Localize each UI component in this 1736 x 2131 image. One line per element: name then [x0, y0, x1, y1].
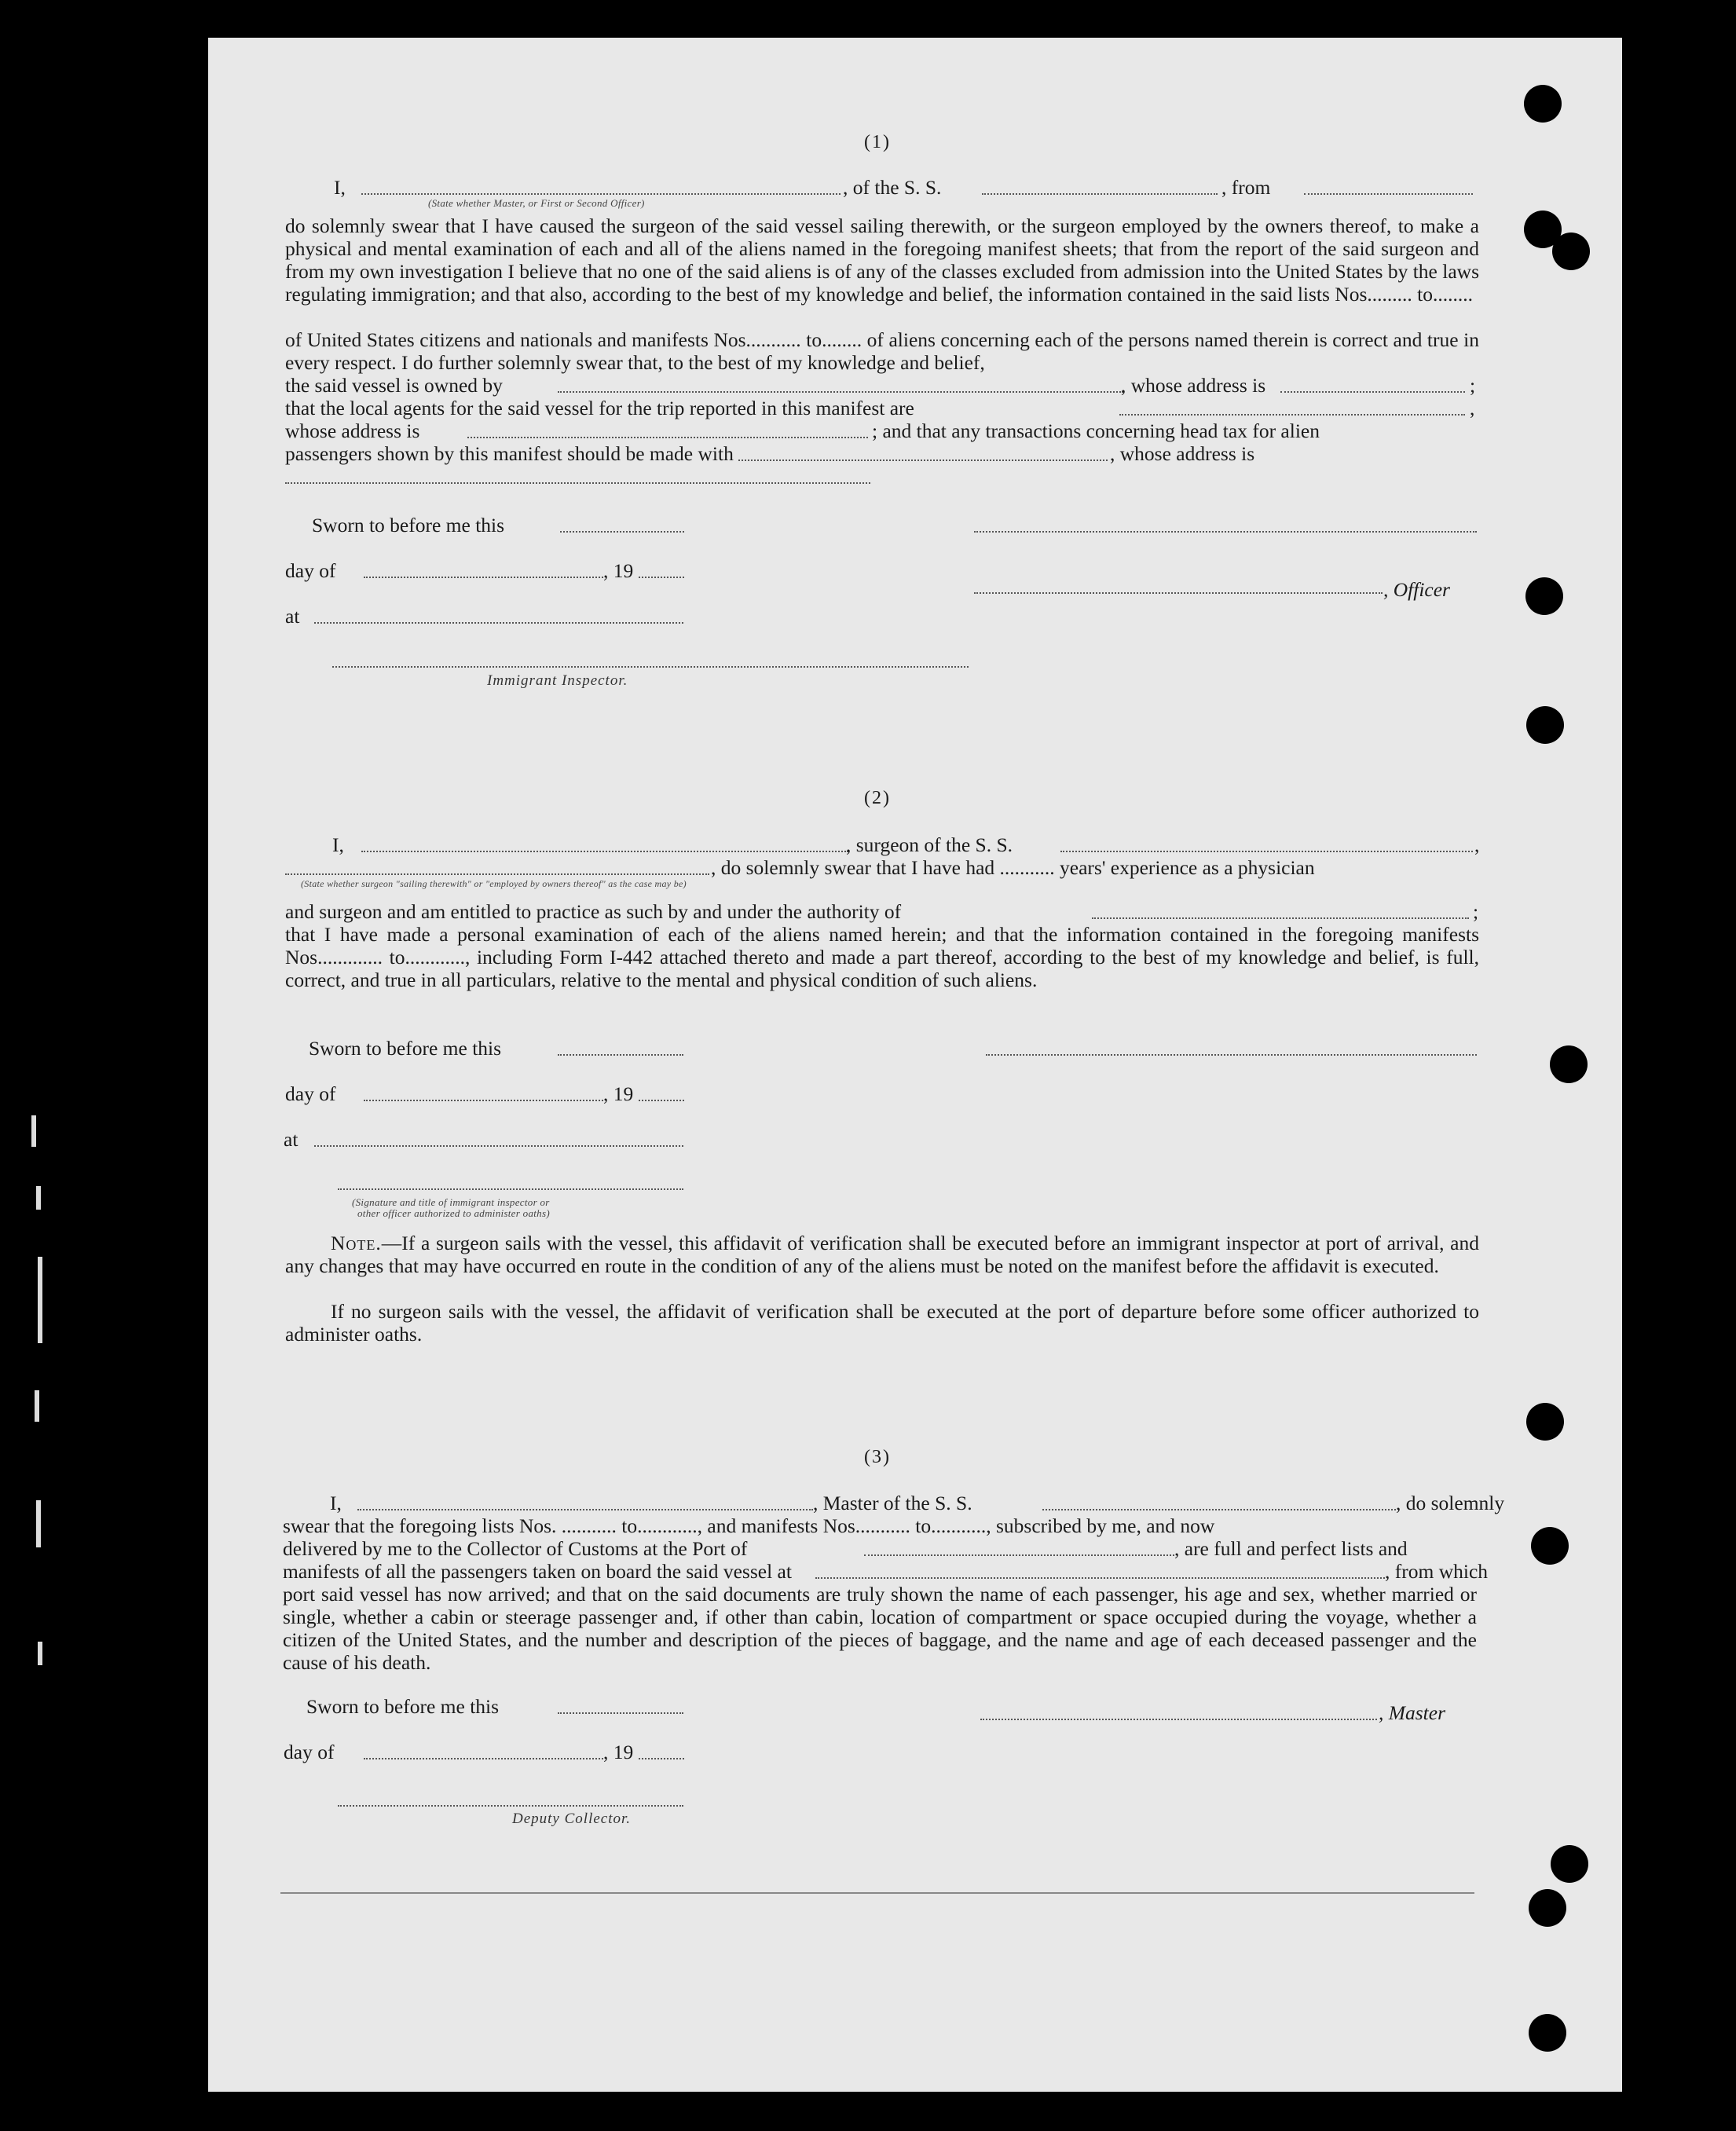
- s3-master-name-field[interactable]: [357, 1509, 813, 1510]
- s3-port-field[interactable]: [864, 1554, 1174, 1556]
- punch-hole: [1550, 1045, 1588, 1083]
- punch-hole: [1526, 706, 1564, 744]
- s2-note-2: If no surgeon sails with the vessel, the affidavit of verification shall be executed at the port of departure before some officer authorized to administer oaths.: [285, 1300, 1479, 1346]
- s3-solemnly-label: , do solemnly: [1396, 1492, 1505, 1514]
- s2-sworn-day-field[interactable]: [558, 1054, 683, 1056]
- punch-hole: [1552, 233, 1590, 270]
- s1-owned-label: the said vessel is owned by: [285, 374, 503, 397]
- s1-year-label: , 19: [603, 559, 634, 582]
- punch-hole: [1551, 1845, 1588, 1883]
- s2-note-text: —If a surgeon sails with the vessel, this affidavit of verification shall be executed before an immigrant inspector at port of arrival, and any changes that may have occurred en route in the condition of any of the aliens must be noted on the manifest before the affidavit is executed.: [285, 1232, 1479, 1277]
- s2-surgeon-label: , surgeon of the S. S.: [846, 833, 1013, 856]
- punch-hole: [1529, 2014, 1566, 2052]
- s2-day-label: day of: [285, 1082, 336, 1105]
- s2-note-label: Note.: [331, 1232, 382, 1254]
- form-page: (1) I, , of the S. S. , from (State whether Master, or First or Second Officer) do solemnly swear that I have caused the surgeon of the said vessel sailing therewith, or the surgeon employed by the owners thereof, to make a physical and mental examination of each and all of the aliens named in the foregoing manifest sheets; that from the report of the said surgeon and from my own investigation I believe that no one of the said aliens is of any of the classes excluded from admission into the United States by the laws regulating immigration; and that also, according to the best of my knowledge and belief, the information contained in the said lists Nos......... to........ of United States citizens and nationals and manifests Nos........... to........ of aliens concerning each of the persons named therein is correct and true in every respect. I do further solemnly swear that, to the best of my knowledge and belief, the said vessel is owned by , whose address is ; that the local agents for the said vessel for the trip reported in this manifest are , whose address is ; and that any transactions concerning head tax for alien passengers shown by this manifest should be made with , whose address is Sworn to before me this day of , 19 , Officer at Immigrant Inspector. (2) I, , surgeon of the S. S. , , do solemnly swear that I have had ........... years' experience as a physician (State whether surgeon "sailing therewith" or "employed by owners thereof" as the case may be) and surgeon and am entitled to practice as such by and under the authority of ; that I have made a personal examination of each of the aliens named herein; and that the information contained in the foregoing manifests Nos............. to............, including Form I-442 attached thereto and made a part thereof, according to the best of my knowledge and belief, is full, correct, and true in all particulars, relative to the mental and physical condition of such aliens. Sworn to before me this day of , 19 at (Signature and title of immigrant inspector or other officer authorized to administer oaths) Note.—If a surgeon sails with the vessel, this affidavit of verification shall be executed before an immigrant inspector at port of arrival, and any changes that may have occurred en route in the condition of any of the aliens must be noted on the manifest before the affidavit is executed. If no surgeon sails with the vessel, the affidavit of verification shall be executed at the port of departure before some officer authorized to administer oaths. (3) I, , Master of the S. S. , do solemnly swear that the foregoing lists Nos. ........... to............, and manifests Nos........... to..........., subscribed by me, and now delivered by me to the Collector of Customs at the Port of , are full and perfect lists and manifests of all the passengers taken on board the said vessel at , from which port said vessel has now arrived; and that on the said documents are truly shown the name of each passenger, his age and sex, whether married or single, whether a cabin or steerage passenger and, if other than cabin, location of compartment or space occupied during the voyage, whether a citizen of the United States, and the number and description of the pieces of baggage, and the name and age of each deceased passenger and the cause of his death. Sworn to before me this , Master day of , 19 Deputy Collector.: [208, 38, 1622, 2092]
- s3-boarded-label: manifests of all the passengers taken on board the said vessel at: [283, 1560, 792, 1583]
- s1-owner-field[interactable]: [558, 391, 1123, 393]
- s1-month-field[interactable]: [364, 577, 603, 578]
- s1-year-field[interactable]: [639, 577, 684, 578]
- s2-year-label: , 19: [603, 1082, 634, 1105]
- s3-day-label: day of: [284, 1741, 335, 1763]
- s1-i-label: I,: [334, 176, 346, 199]
- s3-master-signature-field[interactable]: [980, 1719, 1377, 1720]
- s2-month-field[interactable]: [364, 1100, 603, 1101]
- punch-hole: [1524, 85, 1562, 123]
- s3-lists-text: swear that the foregoing lists Nos. ........... to............, and manifests Nos........... to..........., subscribed by me, and now: [283, 1514, 1215, 1537]
- s3-from-which-text: , from which: [1385, 1560, 1489, 1583]
- s1-head-tax-text: ; and that any transactions concerning head tax for alien: [872, 419, 1320, 442]
- s2-status-hint: (State whether surgeon "sailing therewith" or "employed by owners thereof" as the case may be): [301, 878, 687, 889]
- s1-owner-address-label: , whose address is: [1121, 374, 1266, 397]
- s3-year-field[interactable]: [639, 1758, 684, 1759]
- s2-oath-text: that I have made a personal examination of each of the aliens named herein; and that the information contained in the foregoing manifests Nos............. to............, including Form I-442 attached thereto and made a part thereof, according to the best of my knowledge and belief, is full, correct, and true in all particulars, relative to the mental and physical condition of such aliens.: [285, 923, 1479, 991]
- s1-from-port-field[interactable]: [1304, 193, 1473, 195]
- bottom-rule: [280, 1892, 1474, 1894]
- s1-head-tax-agent-field[interactable]: [738, 460, 1108, 461]
- punch-hole: [1531, 1527, 1569, 1565]
- s1-inspector-label: Immigrant Inspector.: [487, 672, 628, 689]
- punch-hole: [1529, 1889, 1566, 1927]
- s2-surgeon-signature-field[interactable]: [986, 1054, 1477, 1056]
- s3-oath-text: port said vessel has now arrived; and that on the said documents are truly shown the name of each passenger, his age and sex, whether married or single, whether a cabin or steerage passenger and, if other than cabin, location of compartment or space occupied during the voyage, whether a citizen of the United States, and the number and description of the pieces of baggage, and the name and age of each deceased passenger and the cause of his death.: [283, 1583, 1477, 1674]
- s3-collector-label: Deputy Collector.: [512, 1811, 632, 1827]
- s2-experience-text: , do solemnly swear that I have had ........... years' experience as a physician: [711, 856, 1315, 879]
- s1-agents-label: that the local agents for the said vessel for the trip reported in this manifest are: [285, 397, 914, 419]
- s2-authority-label: and surgeon and am entitled to practice as such by and under the authority of: [285, 900, 902, 923]
- s3-month-field[interactable]: [364, 1758, 603, 1759]
- s1-owner-address-field[interactable]: [1280, 391, 1465, 393]
- section-2-number: (2): [864, 788, 891, 808]
- s1-head-tax-address-label: , whose address is: [1110, 442, 1255, 465]
- s2-signature-hint-1: (Signature and title of immigrant inspector or: [352, 1196, 550, 1208]
- s1-sworn-label: Sworn to before me this: [312, 514, 505, 536]
- s3-master-title: , Master: [1379, 1701, 1445, 1724]
- s2-i-label: I,: [332, 833, 344, 856]
- s1-from-label: , from: [1221, 176, 1271, 199]
- s1-agent-address-field[interactable]: [467, 437, 868, 438]
- s3-port-label: delivered by me to the Collector of Customs at the Port of: [283, 1537, 748, 1560]
- section-3-number: (3): [864, 1447, 891, 1467]
- s1-at-place-field[interactable]: [314, 622, 683, 624]
- paper-scrap: [31, 1092, 44, 2034]
- s2-at-place-field[interactable]: [314, 1145, 683, 1147]
- s2-signature-hint-2: other officer authorized to administer oaths): [357, 1207, 550, 1219]
- s3-master-label: , Master of the S. S.: [813, 1492, 972, 1514]
- s3-collector-signature-field[interactable]: [338, 1805, 683, 1807]
- s3-sworn-label: Sworn to before me this: [306, 1695, 500, 1718]
- s3-year-label: , 19: [603, 1741, 634, 1763]
- punch-hole: [1525, 577, 1563, 615]
- s3-sworn-day-field[interactable]: [558, 1712, 683, 1714]
- s1-agent-address-label: whose address is: [285, 419, 420, 442]
- s2-year-field[interactable]: [639, 1100, 684, 1101]
- s1-head-tax-address-field[interactable]: [285, 482, 870, 484]
- s2-authority-field[interactable]: [1092, 917, 1469, 919]
- s1-ship-label: , of the S. S.: [843, 176, 942, 199]
- s1-officer-hint: (State whether Master, or First or Second Officer): [428, 197, 645, 209]
- s2-surgeon-name-field[interactable]: [361, 851, 848, 852]
- s2-sworn-label: Sworn to before me this: [309, 1037, 502, 1060]
- s1-ship-name-field[interactable]: [982, 193, 1218, 195]
- s1-day-label: day of: [285, 559, 336, 582]
- s2-surgeon-status-field[interactable]: [285, 873, 709, 875]
- s3-i-label: I,: [330, 1492, 342, 1514]
- s1-officer-signature-field[interactable]: [974, 531, 1477, 533]
- s1-oath-text: do solemnly swear that I have caused the surgeon of the said vessel sailing therewith, or the surgeon employed by the owners thereof, to make a physical and mental examination of each and all of the aliens named in the foregoing manifest sheets; that from the report of the said surgeon and from my own investigation I believe that no one of the said aliens is of any of the classes excluded from admission into the United States by the laws regulating immigration; and that also, according to the best of my knowledge and belief, the information contained in the said lists Nos......... to........: [285, 214, 1479, 306]
- s2-note: [285, 1232, 1479, 1277]
- punch-hole: [1526, 1403, 1564, 1441]
- s1-officer-label: , Officer: [1383, 578, 1450, 601]
- s2-ship-name-field[interactable]: [1060, 851, 1473, 852]
- s2-at-label: at: [284, 1128, 298, 1151]
- s1-passengers-label: passengers shown by this manifest should be made with: [285, 442, 734, 465]
- s1-at-label: at: [285, 605, 300, 628]
- section-1-number: (1): [864, 132, 891, 152]
- s3-full-lists-text: , are full and perfect lists and: [1174, 1537, 1408, 1560]
- s1-sworn-day-field[interactable]: [560, 531, 684, 533]
- s1-inspector-signature-field[interactable]: [332, 666, 969, 668]
- s1-officer-name-field[interactable]: [361, 193, 841, 195]
- s3-departure-port-field[interactable]: [815, 1577, 1385, 1579]
- s1-oath-text-2: of United States citizens and nationals and manifests Nos........... to........ of aliens concerning each of the persons named therein is correct and true in every respect. I do further solemnly swear that, to the best of my knowledge and belief,: [285, 328, 1479, 374]
- s1-officer-title-field[interactable]: [974, 592, 1383, 594]
- s1-agents-field[interactable]: [1119, 414, 1465, 416]
- s2-officer-signature-field[interactable]: [338, 1188, 683, 1190]
- s3-ship-name-field[interactable]: [1042, 1509, 1396, 1510]
